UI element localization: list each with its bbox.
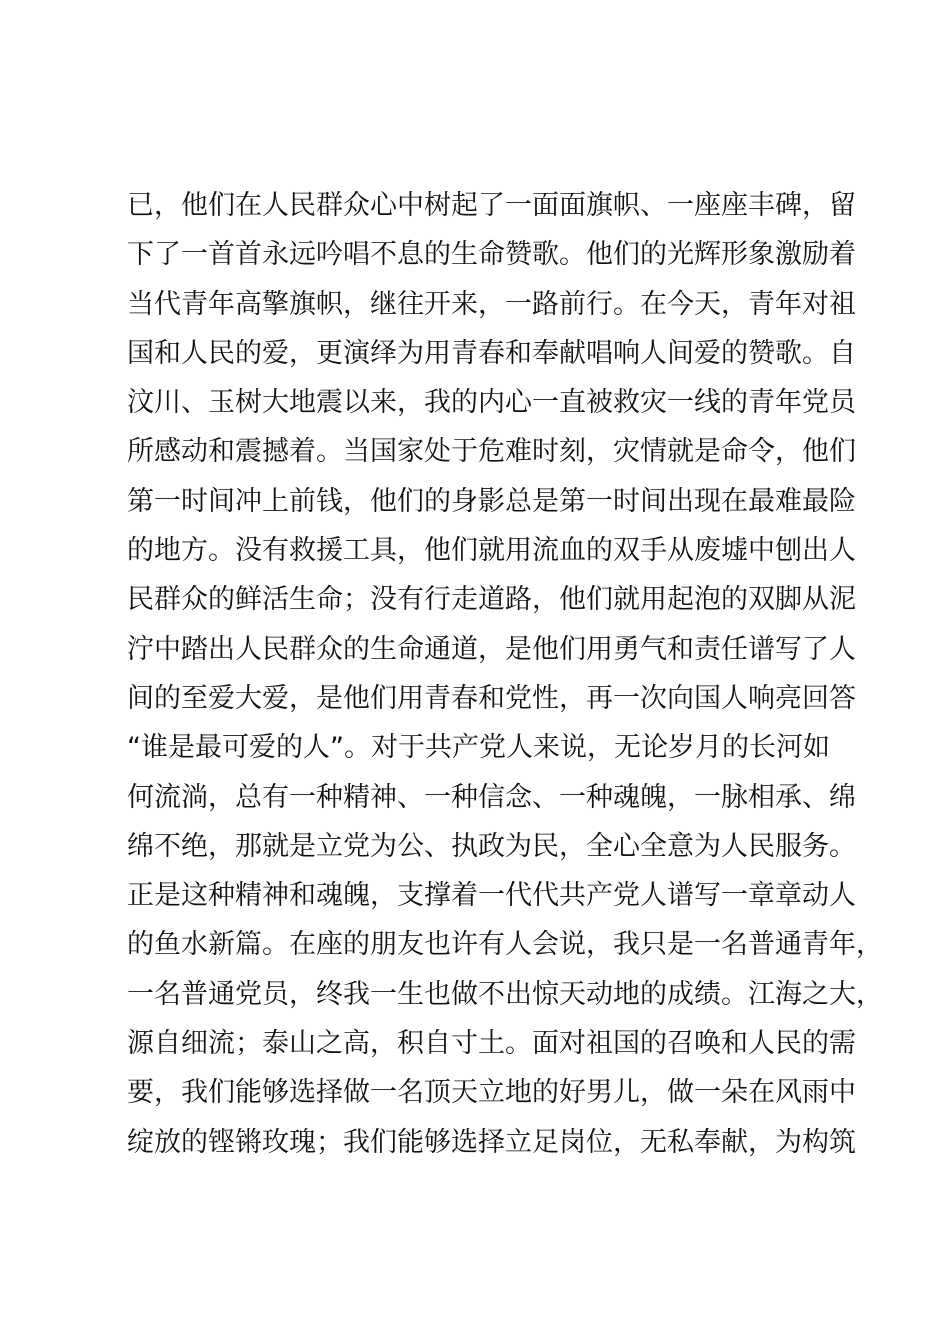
text-line: 民群众的鲜活生命；没有行走道路，他们就用起泡的双脚从泥 [127, 584, 856, 616]
text-line: 绵不绝，那就是立党为公、执政为民，全心全意为人民服务。 [127, 830, 856, 862]
text-line: 正是这种精神和魂魄，支撑着一代代共产党人谱写一章章动人 [127, 880, 856, 912]
body-text [127, 181, 883, 1167]
text-line: 所感动和震撼着。当国家处于危难时刻，灾情就是命令，他们 [127, 436, 856, 468]
text-line: “谁是最可爱的人”。对于共产党人来说，无论岁月的长河如 [127, 732, 830, 764]
text-line: 的鱼水新篇。在座的朋友也许有人会说，我只是一名普通青年， [127, 929, 883, 961]
text-line: 泞中踏出人民群众的生命通道，是他们用勇气和责任谱写了人 [127, 633, 856, 665]
text-line: 绽放的铿锵玫瑰；我们能够选择立足岗位，无私奉献，为构筑 [127, 1126, 856, 1158]
text-line: 下了一首首永远吟唱不息的生命赞歌。他们的光辉形象激励着 [127, 239, 856, 271]
text-line: 何流淌，总有一种精神、一种信念、一种魂魄，一脉相承、绵 [127, 781, 856, 813]
text-line: 汶川、玉树大地震以来，我的内心一直被救灾一线的青年党员 [127, 387, 856, 419]
text-line: 要，我们能够选择做一名顶天立地的好男儿，做一朵在风雨中 [127, 1077, 856, 1109]
text-line: 一名普通党员，终我一生也做不出惊天动地的成绩。江海之大， [127, 978, 883, 1010]
text-line: 已，他们在人民群众心中树起了一面面旗帜、一座座丰碑，留 [127, 190, 856, 221]
text-line: 第一时间冲上前钱，他们的身影总是第一时间出现在最难最险 [127, 485, 856, 517]
text-line: 间的至爱大爱，是他们用青春和党性，再一次向国人响亮回答 [127, 682, 856, 714]
text-line: 的地方。没有救援工具，他们就用流血的双手从废墟中刨出人 [127, 535, 856, 567]
text-line: 当代青年高擎旗帜，继往开来，一路前行。在今天，青年对祖 [127, 288, 856, 320]
text-line: 源自细流；泰山之高，积自寸土。面对祖国的召唤和人民的需 [127, 1028, 856, 1060]
text-line: 国和人民的爱，更演绎为用青春和奉献唱响人间爱的赞歌。自 [127, 337, 856, 369]
